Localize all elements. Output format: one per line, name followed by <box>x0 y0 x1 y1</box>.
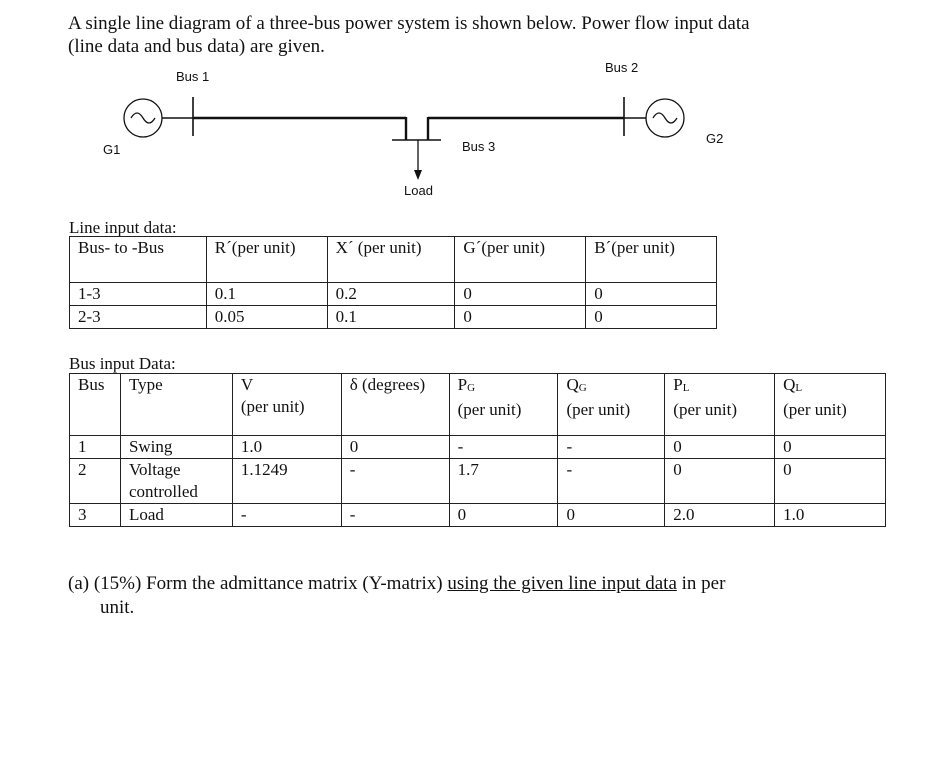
generator-g2-symbol <box>646 99 684 137</box>
load-arrow-icon <box>414 170 422 180</box>
header-bus: Bus <box>70 374 121 436</box>
table-cell: Swing <box>120 436 232 459</box>
header-qg-unit: (per unit) <box>566 400 631 419</box>
table-cell: 1.0 <box>232 436 341 459</box>
table-cell: - <box>558 459 665 504</box>
table-cell: 3 <box>70 504 121 527</box>
table-cell: 0.05 <box>206 306 327 329</box>
table-row <box>70 504 886 527</box>
header-v-label: V <box>240 375 254 394</box>
header-qg <box>558 374 665 436</box>
bus-input-header-row <box>70 374 886 436</box>
bus-1-label: Bus 1 <box>176 69 210 84</box>
header-type: Type <box>120 374 232 436</box>
header-x: X´ (per unit) <box>327 237 455 283</box>
table-cell: 0 <box>775 436 886 459</box>
type-line-1: Voltage <box>128 460 181 479</box>
table-cell: 0 <box>455 283 586 306</box>
table-cell: 1 <box>70 436 121 459</box>
table-row <box>70 283 717 306</box>
line-input-title: Line input data: <box>69 218 177 237</box>
question-underlined: using the given line input data <box>447 573 677 594</box>
bus-3-label: Bus 3 <box>462 139 496 154</box>
header-ql-unit: (per unit) <box>783 400 847 419</box>
question-suffix: in per <box>676 573 726 594</box>
header-v-unit: (per unit) <box>240 397 305 416</box>
table-cell: 0 <box>665 459 775 504</box>
table-cell: - <box>449 436 558 459</box>
header-pg-label: $P_G$ <box>457 375 476 394</box>
header-pg <box>449 374 558 436</box>
bus-input-title: Bus input Data: <box>69 354 176 373</box>
bus-2-label: Bus 2 <box>605 60 639 75</box>
header-b: B´(per unit) <box>586 237 717 283</box>
table-cell: 0.2 <box>327 283 455 306</box>
table-cell: 0 <box>455 306 586 329</box>
intro-line-1: A single line diagram of a three-bus power system is shown below. Power flow input data <box>68 13 750 34</box>
single-line-diagram <box>0 0 940 210</box>
header-pl-label: $P_L$ <box>673 375 690 394</box>
table-cell: 0 <box>586 306 717 329</box>
line-input-header-row <box>70 237 717 283</box>
header-bus-to-bus: Bus- to -Bus <box>70 237 207 283</box>
header-v <box>232 374 341 436</box>
table-cell: 2-3 <box>70 306 207 329</box>
table-cell: 1.1249 <box>232 459 341 504</box>
table-row <box>70 436 886 459</box>
g1-label: G1 <box>103 142 121 157</box>
header-pl <box>665 374 775 436</box>
header-delta: δ (degrees) <box>341 374 449 436</box>
bus-input-table <box>69 373 886 527</box>
header-ql <box>775 374 886 436</box>
table-cell: 0 <box>665 436 775 459</box>
table-cell: 0.1 <box>327 306 455 329</box>
load-label: Load <box>404 183 433 198</box>
table-cell: 0 <box>558 504 665 527</box>
table-cell: 1.0 <box>775 504 886 527</box>
table-row <box>70 306 717 329</box>
intro-line-2: (line data and bus data) are given. <box>68 36 325 57</box>
table-cell: 0.1 <box>206 283 327 306</box>
table-cell: 0 <box>449 504 558 527</box>
table-cell: - <box>341 504 449 527</box>
type-line-2: controlled <box>128 482 198 501</box>
question-prefix: (a) (15%) Form the admittance matrix (Y-matrix) <box>68 573 448 594</box>
table-cell: 0 <box>341 436 449 459</box>
line-input-table <box>69 236 717 329</box>
header-qg-label: $Q_G$ <box>566 375 587 394</box>
table-cell: - <box>341 459 449 504</box>
table-cell: 2.0 <box>665 504 775 527</box>
question-line-2: unit. <box>100 597 135 618</box>
header-pl-unit: (per unit) <box>673 400 738 419</box>
table-cell: - <box>558 436 665 459</box>
table-cell: 0 <box>775 459 886 504</box>
table-cell: Load <box>120 504 232 527</box>
table-cell: 1-3 <box>70 283 207 306</box>
table-row <box>70 459 886 504</box>
table-cell: 1.7 <box>449 459 558 504</box>
header-ql-label: $Q_L$ <box>783 375 803 394</box>
generator-g1-symbol <box>124 99 162 137</box>
header-g: G´(per unit) <box>455 237 586 283</box>
table-cell: 2 <box>70 459 121 504</box>
header-r: R´(per unit) <box>206 237 327 283</box>
table-cell: 0 <box>586 283 717 306</box>
header-pg-unit: (per unit) <box>457 400 522 419</box>
table-cell <box>120 459 232 504</box>
table-cell: - <box>232 504 341 527</box>
question-a <box>68 572 828 620</box>
g2-label: G2 <box>706 131 724 146</box>
